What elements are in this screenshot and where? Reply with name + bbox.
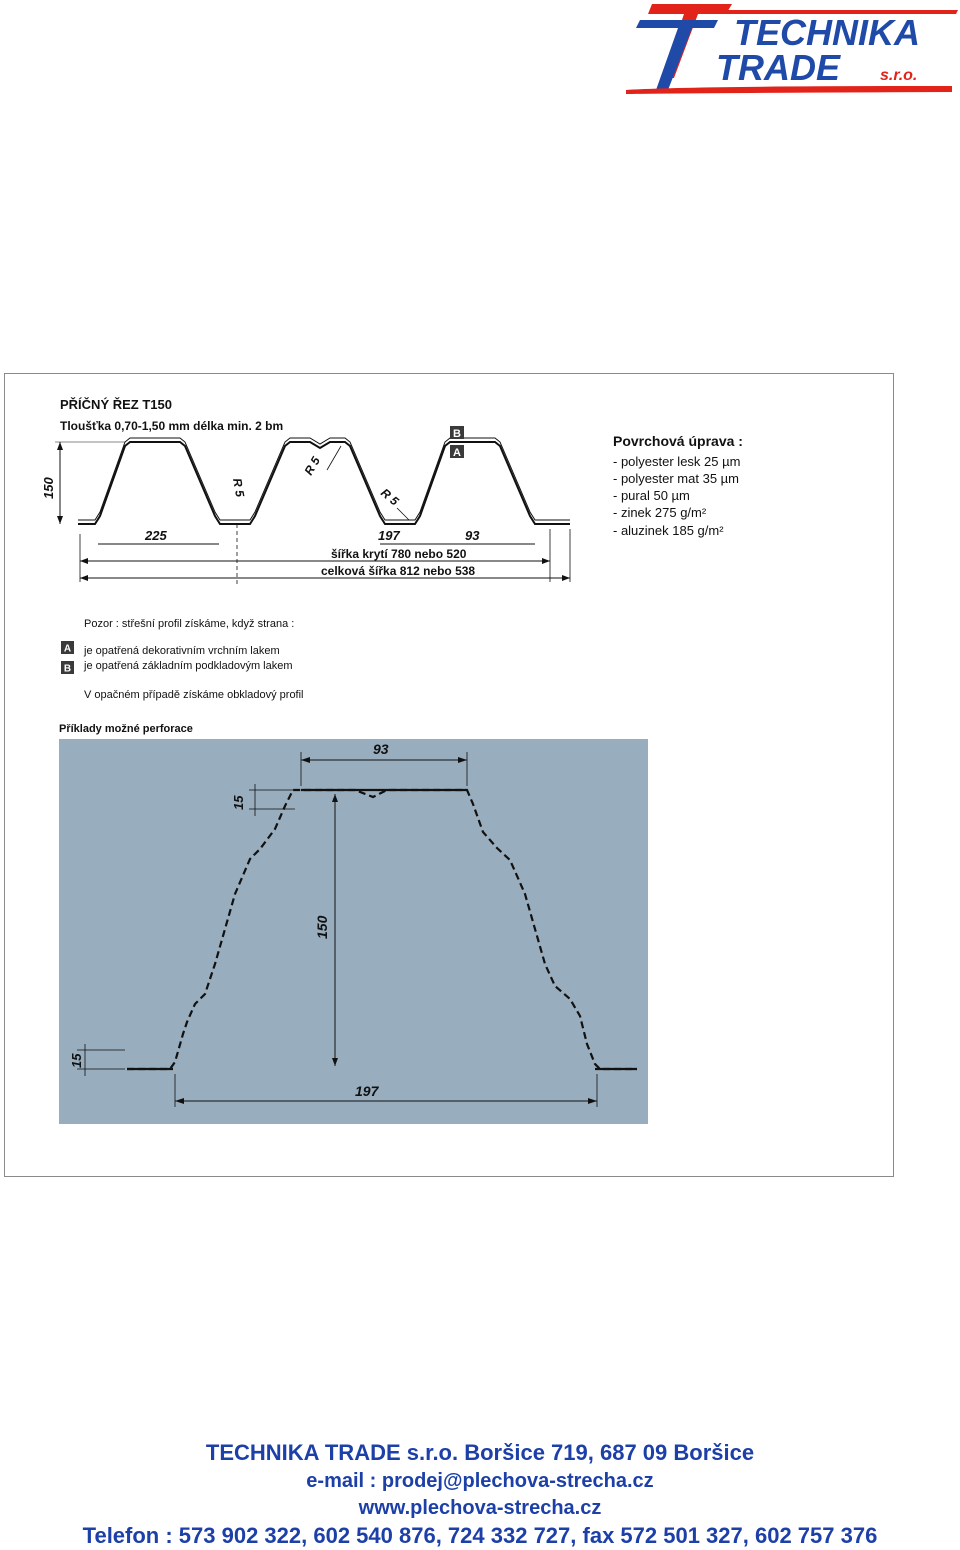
perforation-panel	[59, 739, 648, 1124]
note-badge-b: B	[63, 663, 72, 675]
r5-leader-b	[327, 446, 341, 470]
dim-93-label: 93	[465, 528, 480, 543]
logo-text-trade: TRADE	[716, 47, 840, 88]
surface-item-1: - polyester lesk 25 µm	[613, 454, 741, 469]
r5-label-b: R 5	[301, 454, 323, 478]
surface-item-3: - pural 50 µm	[613, 488, 690, 503]
logo-text-sro: s.r.o.	[880, 67, 918, 84]
footer-website[interactable]: www.plechova-strecha.cz	[358, 1497, 602, 1519]
r5-leader-c	[397, 508, 409, 520]
total-width-label: celková šířka 812 nebo 538	[321, 564, 476, 578]
r5-label-a: R 5	[230, 477, 248, 498]
profile-inner-line	[78, 438, 570, 520]
perf-dim-150-label: 150	[314, 915, 330, 939]
note-badge-a: A	[63, 643, 72, 655]
drawing-canvas	[5, 374, 893, 1176]
logo-graphic	[622, 0, 960, 96]
dim-197-label: 197	[378, 528, 400, 543]
cover-width-label: šířka krytí 780 nebo 520	[331, 547, 467, 561]
surface-item-5: - aluzinek 185 g/m²	[613, 523, 724, 538]
dim-150-label: 150	[41, 477, 56, 499]
note-otherwise: V opačném případě získáme obkladový profil	[84, 689, 304, 701]
note-heading: Pozor : střešní profil získáme, když strana :	[84, 618, 295, 630]
logo-text-technika: TECHNIKA	[734, 12, 920, 53]
footer-contact	[0, 1438, 960, 1550]
perf-dim-93-label: 93	[373, 741, 389, 757]
footer-email[interactable]: e-mail : prodej@plechova-strecha.cz	[306, 1470, 654, 1492]
surface-item-2: - polyester mat 35 µm	[613, 471, 739, 486]
badge-a: A	[453, 447, 461, 459]
note-a-text: je opatřená dekorativním vrchním lakem	[84, 645, 280, 657]
perf-dim-15-top-label: 15	[231, 795, 246, 810]
company-logo	[622, 0, 960, 96]
badge-b: B	[453, 428, 461, 440]
r5-label-c: R 5	[378, 485, 402, 509]
perf-dim-197-label: 197	[355, 1083, 379, 1099]
thickness-label: Tloušťka 0,70-1,50 mm délka min. 2 bm	[60, 419, 284, 433]
logo-t2-shape	[636, 20, 718, 90]
dim-225-label: 225	[145, 528, 167, 543]
surface-heading: Povrchová úprava :	[613, 433, 743, 449]
footer-phones: Telefon : 573 902 322, 602 540 876, 724 332 727, fax 572 501 327, 602 757 376	[82, 1523, 878, 1548]
perforation-heading: Příklady možné perforace	[59, 723, 193, 735]
drawing-title: PŘÍČNÝ ŘEZ T150	[60, 397, 172, 412]
surface-item-4: - zinek 275 g/m²	[613, 505, 707, 520]
note-b-text: je opatřená základním podkladovým lakem	[84, 660, 293, 672]
technical-drawing	[4, 373, 894, 1177]
footer-address: TECHNIKA TRADE s.r.o. Boršice 719, 687 09 Boršice	[205, 1440, 755, 1465]
perf-dim-15-bottom-label: 15	[69, 1053, 84, 1068]
profile-outline	[78, 442, 570, 524]
